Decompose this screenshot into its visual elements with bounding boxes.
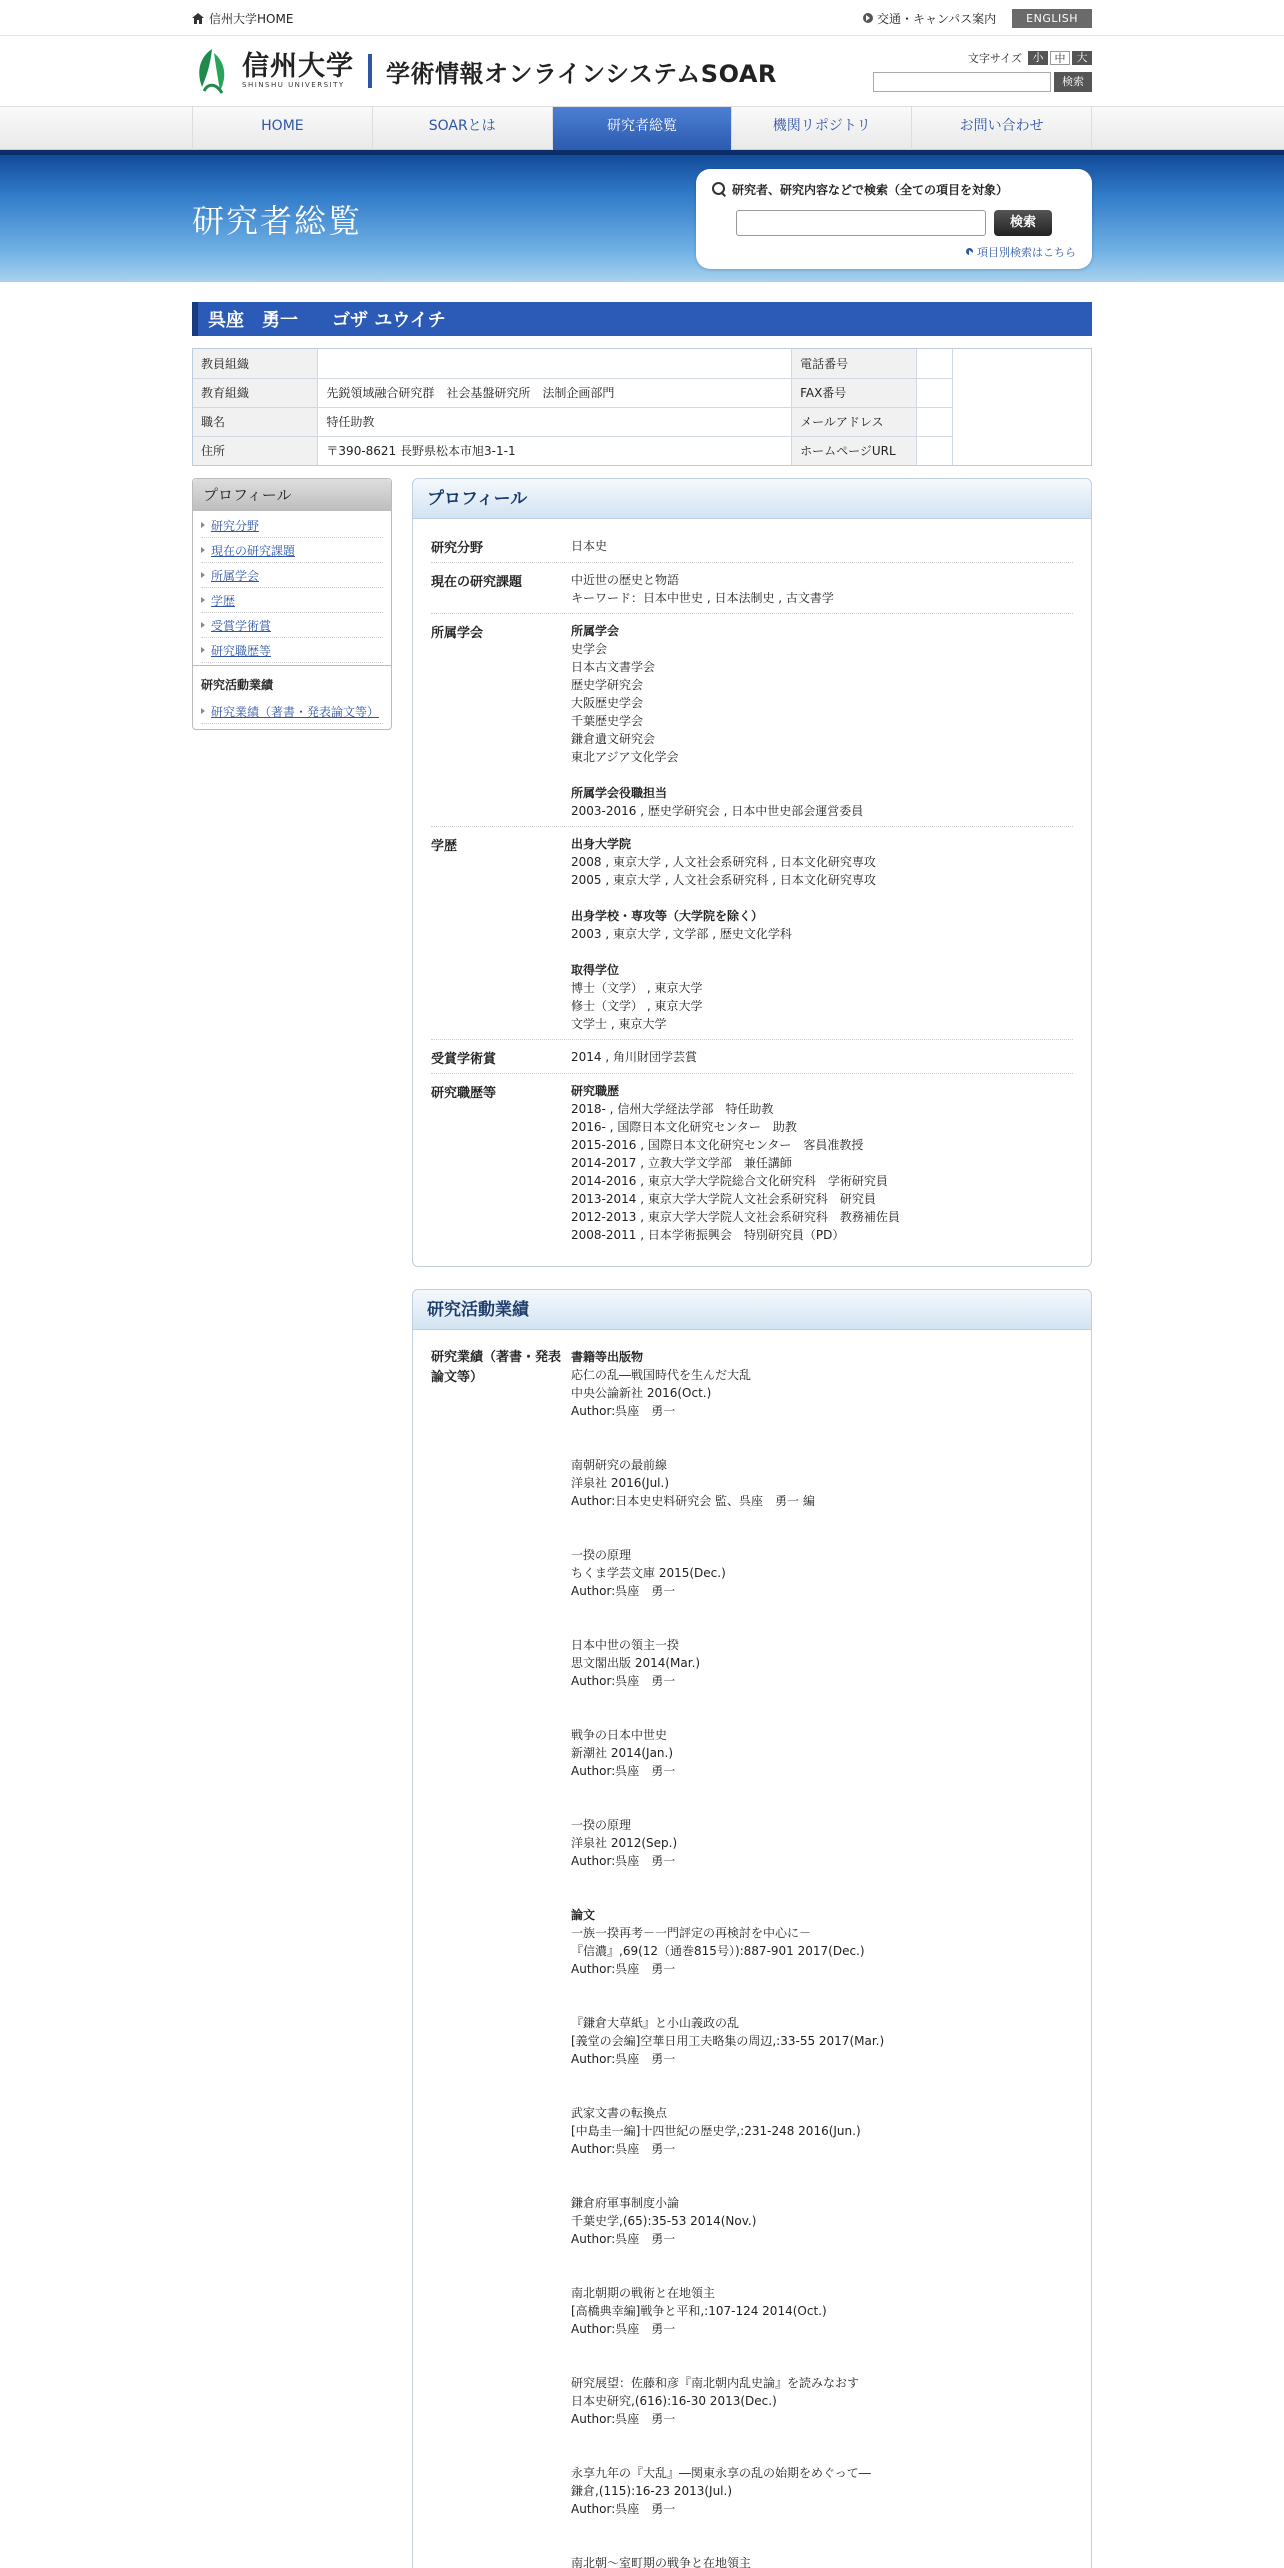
list-item xyxy=(571,2554,1073,2568)
sidebar-item-topic[interactable] xyxy=(201,538,383,563)
home-icon xyxy=(192,13,204,24)
sidebar-item-label: 研究分野 xyxy=(211,518,260,533)
sidebar-item-label: 研究業績（著書・発表論文等） xyxy=(211,704,380,719)
pub-title: 武家文書の転換点 xyxy=(571,2106,668,2120)
row-value: 2018- , 信州大学経法学部 特任助教 xyxy=(571,1102,774,1116)
researcher-info-table xyxy=(192,348,1092,466)
pub-source: 洋泉社 2012(Sep.) xyxy=(571,1836,678,1850)
activity-panel xyxy=(412,1289,1092,2568)
row-value: 2014-2017 , 立教大学文学部 兼任講師 xyxy=(571,1156,792,1170)
profile-panel-title: プロフィール xyxy=(413,479,1091,519)
logo-divider xyxy=(368,54,372,88)
row-label: 学歴 xyxy=(431,839,458,854)
font-size-small-button[interactable]: 小 xyxy=(1028,51,1048,65)
sidebar-item-publications[interactable] xyxy=(201,699,383,724)
row-value: 日本古文書学会 xyxy=(571,660,656,674)
row-label: 研究分野 xyxy=(431,541,484,556)
university-name-en: SHINSHU UNIVERSITY xyxy=(242,81,345,89)
profile-row-field xyxy=(431,529,1073,562)
researcher-photo xyxy=(953,349,1091,465)
info-value xyxy=(917,378,953,407)
triangle-right-icon xyxy=(201,547,205,553)
font-size-label: 文字サイズ xyxy=(967,52,1022,65)
row-value: 2014 , 角川財団学芸賞 xyxy=(571,1050,697,1064)
pub-title: 一揆の原理 xyxy=(571,1818,632,1832)
list-item xyxy=(571,2464,1073,2518)
search-icon xyxy=(712,182,726,196)
row-value: 2013-2014 , 東京大学大学院人文社会系研究科 研究員 xyxy=(571,1192,876,1206)
row-value: 修士（文学） , 東京大学 xyxy=(571,999,703,1013)
sidebar-item-label: 受賞学術賞 xyxy=(211,618,272,633)
table-row xyxy=(193,378,953,407)
row-subheading: 出身大学院 xyxy=(571,837,632,851)
list-item xyxy=(571,1726,1073,1780)
row-subheading: 所属学会役職担当 xyxy=(571,786,668,800)
info-key: 教員組織 xyxy=(193,349,318,378)
list-item xyxy=(571,2104,1073,2158)
advanced-search-link[interactable] xyxy=(712,244,1076,260)
pub-source: 鎌倉,(115):16-23 2013(Jul.) xyxy=(571,2484,733,2498)
list-item xyxy=(571,2374,1073,2428)
sidebar-item-label: 学歴 xyxy=(211,593,236,608)
row-value: 2005 , 東京大学 , 人文社会系研究科 , 日本文化研究専攻 xyxy=(571,873,876,887)
nav-home[interactable]: HOME xyxy=(192,107,372,150)
header-search-input[interactable] xyxy=(873,72,1051,92)
activity-row-publications xyxy=(431,1340,1073,2568)
univ-home-link[interactable] xyxy=(192,10,293,27)
profile-row-career xyxy=(431,1073,1073,1250)
row-value: 2008-2011 , 日本学術振興会 特別研究員（PD） xyxy=(571,1228,845,1242)
row-subheading: 書籍等出版物 xyxy=(571,1350,644,1364)
profile-row-society xyxy=(431,613,1073,826)
pub-source: 新潮社 2014(Jan.) xyxy=(571,1746,674,1760)
sidebar-item-award[interactable] xyxy=(201,613,383,638)
row-subheading: 出身学校・専攻等（大学院を除く） xyxy=(571,909,764,923)
sidebar-item-society[interactable] xyxy=(201,563,383,588)
researcher-search-input[interactable] xyxy=(736,210,986,236)
pub-title: 応仁の乱―戦国時代を生んだ大乱 xyxy=(571,1368,752,1382)
row-label: 現在の研究課題 xyxy=(431,575,523,590)
pub-source: [義堂の会編]空華日用工夫略集の周辺,:33-55 2017(Mar.) xyxy=(571,2034,885,2048)
pub-title: 鎌倉府軍事制度小論 xyxy=(571,2196,680,2210)
row-value: 2015-2016 , 国際日本文化研究センター 客員准教授 xyxy=(571,1138,864,1152)
info-value xyxy=(917,349,953,378)
pub-author: Author:呉座 勇一 xyxy=(571,1854,676,1868)
row-value: 文学士 , 東京大学 xyxy=(571,1017,667,1031)
researcher-search-button[interactable]: 検索 xyxy=(994,210,1052,236)
university-leaf-logo-icon xyxy=(192,47,232,95)
row-value: 2014-2016 , 東京大学大学院総合文化研究科 学術研究員 xyxy=(571,1174,888,1188)
row-value: 日本史 xyxy=(571,539,608,553)
list-item xyxy=(571,1456,1073,1510)
pub-source: 日本史研究,(616):16-30 2013(Dec.) xyxy=(571,2394,777,2408)
info-key: ホームページURL xyxy=(792,436,917,465)
pub-author: Author:呉座 勇一 xyxy=(571,1962,676,1976)
nav-about-soar[interactable]: SOARとは xyxy=(372,107,552,150)
profile-row-topic xyxy=(431,562,1073,613)
list-item xyxy=(571,2284,1073,2338)
access-link[interactable] xyxy=(863,10,996,27)
pub-author: Author:呉座 勇一 xyxy=(571,2052,676,2066)
researcher-name-bar xyxy=(192,302,1092,336)
sidebar-item-label: 所属学会 xyxy=(211,568,260,583)
arrow-right-icon xyxy=(863,13,873,23)
nav-repository[interactable]: 機関リポジトリ xyxy=(731,107,911,150)
info-value: 先鋭領域融合研究群 社会基盤研究所 法制企画部門 xyxy=(318,378,792,407)
list-item xyxy=(571,1546,1073,1600)
pub-title: 日本中世の領主一揆 xyxy=(571,1638,680,1652)
list-item xyxy=(571,2014,1073,2068)
researcher-search-box xyxy=(696,169,1092,269)
page-title: 研究者総覧 xyxy=(192,201,363,240)
sidebar xyxy=(192,478,392,730)
info-value: 特任助教 xyxy=(318,407,792,436)
sidebar-item-field[interactable] xyxy=(201,513,383,538)
info-key: FAX番号 xyxy=(792,378,917,407)
row-value: 千葉歴史学会 xyxy=(571,714,644,728)
pub-source: [中島圭一編]十四世紀の歴史学,:231-248 2016(Jun.) xyxy=(571,2124,861,2138)
row-value: 2016- , 国際日本文化研究センター 助教 xyxy=(571,1120,797,1134)
pub-source: [高橋典幸編]戦争と平和,:107-124 2014(Oct.) xyxy=(571,2304,827,2318)
pub-author: Author:呉座 勇一 xyxy=(571,2502,676,2516)
pub-title: 南朝研究の最前線 xyxy=(571,1458,668,1472)
list-item xyxy=(571,1366,1073,1420)
sidebar-item-label: 現在の研究課題 xyxy=(211,543,296,558)
table-row xyxy=(193,436,953,465)
font-size-control xyxy=(968,50,1092,66)
triangle-right-icon xyxy=(201,572,205,578)
activity-panel-title: 研究活動業績 xyxy=(413,1290,1091,1330)
top-bar xyxy=(0,0,1284,36)
page-banner xyxy=(0,150,1284,282)
row-label: 研究業績（著書・発表論文等） xyxy=(431,1350,562,1385)
row-subheading: 取得学位 xyxy=(571,963,620,977)
table-row xyxy=(193,407,953,436)
row-value: 史学会 xyxy=(571,642,608,656)
info-key: 教育組織 xyxy=(193,378,318,407)
pub-title: 研究展望：佐藤和彦『南北朝内乱史論』を読みなおす xyxy=(571,2376,860,2390)
row-value: 2008 , 東京大学 , 人文社会系研究科 , 日本文化研究専攻 xyxy=(571,855,876,869)
univ-home-label: 信州大学HOME xyxy=(209,11,294,26)
pub-source: 思文閣出版 2014(Mar.) xyxy=(571,1656,701,1670)
pub-author: Author:呉座 勇一 xyxy=(571,1674,676,1688)
pub-author: Author:呉座 勇一 xyxy=(571,2412,676,2426)
triangle-right-icon xyxy=(201,622,205,628)
university-name: 信州大学 xyxy=(242,51,354,82)
arrow-right-icon xyxy=(966,248,973,255)
row-value: キーワード：日本中世史 , 日本法制史 , 古文書学 xyxy=(571,591,834,605)
nav-contact[interactable]: お問い合わせ xyxy=(911,107,1092,150)
global-nav xyxy=(0,106,1284,150)
pub-source: 『信濃』,69(12（通巻815号）):887-901 2017(Dec.) xyxy=(571,1944,865,1958)
pub-author: Author:呉座 勇一 xyxy=(571,1404,676,1418)
row-value: 東北アジア文化学会 xyxy=(571,750,679,764)
info-key: 住所 xyxy=(193,436,318,465)
pub-title: 戦争の日本中世史 xyxy=(571,1728,668,1742)
sidebar-item-education[interactable] xyxy=(201,588,383,613)
nav-researchers[interactable]: 研究者総覧 xyxy=(552,107,732,150)
pub-author: Author:日本史史料研究会 監、呉座 勇一 編 xyxy=(571,1494,815,1508)
row-value: 鎌倉遺文研究会 xyxy=(571,732,656,746)
access-label: 交通・キャンパス案内 xyxy=(876,11,997,26)
font-size-large-button[interactable]: 大 xyxy=(1072,51,1092,65)
pub-source: ちくま学芸文庫 2015(Dec.) xyxy=(571,1566,726,1580)
researcher-name: 呉座 勇一 xyxy=(208,310,298,331)
row-value: 大阪歴史学会 xyxy=(571,696,644,710)
row-value: 歴史学研究会 xyxy=(571,678,644,692)
pub-source: 洋泉社 2016(Jul.) xyxy=(571,1476,670,1490)
info-value xyxy=(917,407,953,436)
font-size-medium-button[interactable]: 中 xyxy=(1050,51,1070,65)
sidebar-subtitle: 研究活動業績 xyxy=(193,665,391,697)
row-label: 所属学会 xyxy=(431,626,484,641)
info-value xyxy=(917,436,953,465)
site-logo[interactable] xyxy=(192,47,777,95)
triangle-right-icon xyxy=(201,597,205,603)
triangle-right-icon xyxy=(201,522,205,528)
sidebar-title: プロフィール xyxy=(193,479,391,511)
system-name: 学術情報オンラインシステムSOAR xyxy=(386,59,777,88)
pub-title: 一揆の原理 xyxy=(571,1548,632,1562)
advanced-search-label: 項目別検索はこちら xyxy=(977,245,1076,259)
triangle-right-icon xyxy=(201,647,205,653)
row-label: 研究職歴等 xyxy=(431,1086,497,1101)
info-key: メールアドレス xyxy=(792,407,917,436)
pub-title: 南北朝期の戦術と在地領主 xyxy=(571,2286,716,2300)
row-subheading: 所属学会 xyxy=(571,624,620,638)
pub-title: 『鎌倉大草紙』と小山義政の乱 xyxy=(571,2016,740,2030)
english-button[interactable]: ENGLISH xyxy=(1012,9,1092,28)
list-item xyxy=(571,1924,1073,1978)
list-item xyxy=(571,1816,1073,1870)
list-item xyxy=(571,1636,1073,1690)
pub-source: 中央公論新社 2016(Oct.) xyxy=(571,1386,712,1400)
row-value: 2003 , 東京大学 , 文学部 , 歴史文化学科 xyxy=(571,927,792,941)
pub-author: Author:呉座 勇一 xyxy=(571,2142,676,2156)
search-box-title: 研究者、研究内容などで検索（全ての項目を対象） xyxy=(732,182,1009,197)
row-label: 受賞学術賞 xyxy=(431,1052,497,1067)
row-value: 2012-2013 , 東京大学大学院人文社会系研究科 教務補佐員 xyxy=(571,1210,900,1224)
profile-row-education xyxy=(431,826,1073,1039)
sidebar-item-label: 研究職歴等 xyxy=(211,643,272,658)
pub-author: Author:呉座 勇一 xyxy=(571,1584,676,1598)
profile-panel xyxy=(412,478,1092,1267)
pub-title: 南北朝～室町期の戦争と在地領主 xyxy=(571,2556,752,2568)
pub-source: 千葉史学,(65):35-53 2014(Nov.) xyxy=(571,2214,757,2228)
row-subheading: 研究職歴 xyxy=(571,1084,620,1098)
sidebar-item-career[interactable] xyxy=(201,638,383,663)
table-row xyxy=(193,349,953,378)
profile-row-award xyxy=(431,1039,1073,1073)
info-key: 職名 xyxy=(193,407,318,436)
pub-author: Author:呉座 勇一 xyxy=(571,2322,676,2336)
pub-author: Author:呉座 勇一 xyxy=(571,1764,676,1778)
list-item xyxy=(571,2194,1073,2248)
info-key: 電話番号 xyxy=(792,349,917,378)
row-subheading: 論文 xyxy=(571,1908,596,1922)
researcher-kana: ゴザ ユウイチ xyxy=(332,310,446,331)
triangle-right-icon xyxy=(201,708,205,714)
pub-title: 永享九年の『大乱』―関東永享の乱の始期をめぐって― xyxy=(571,2466,871,2480)
pub-author: Author:呉座 勇一 xyxy=(571,2232,676,2246)
row-value: 中近世の歴史と物語 xyxy=(571,573,680,587)
row-value: 博士（文学） , 東京大学 xyxy=(571,981,703,995)
info-value: 〒390-8621 長野県松本市旭3-1-1 xyxy=(318,436,792,465)
site-header xyxy=(0,36,1284,106)
row-value: 2003-2016 , 歴史学研究会 , 日本中世史部会運営委員 xyxy=(571,804,864,818)
header-search-button[interactable]: 検索 xyxy=(1054,72,1092,92)
info-value xyxy=(318,349,792,378)
pub-title: 一族一揆再考－一門評定の再検討を中心に－ xyxy=(571,1926,812,1940)
